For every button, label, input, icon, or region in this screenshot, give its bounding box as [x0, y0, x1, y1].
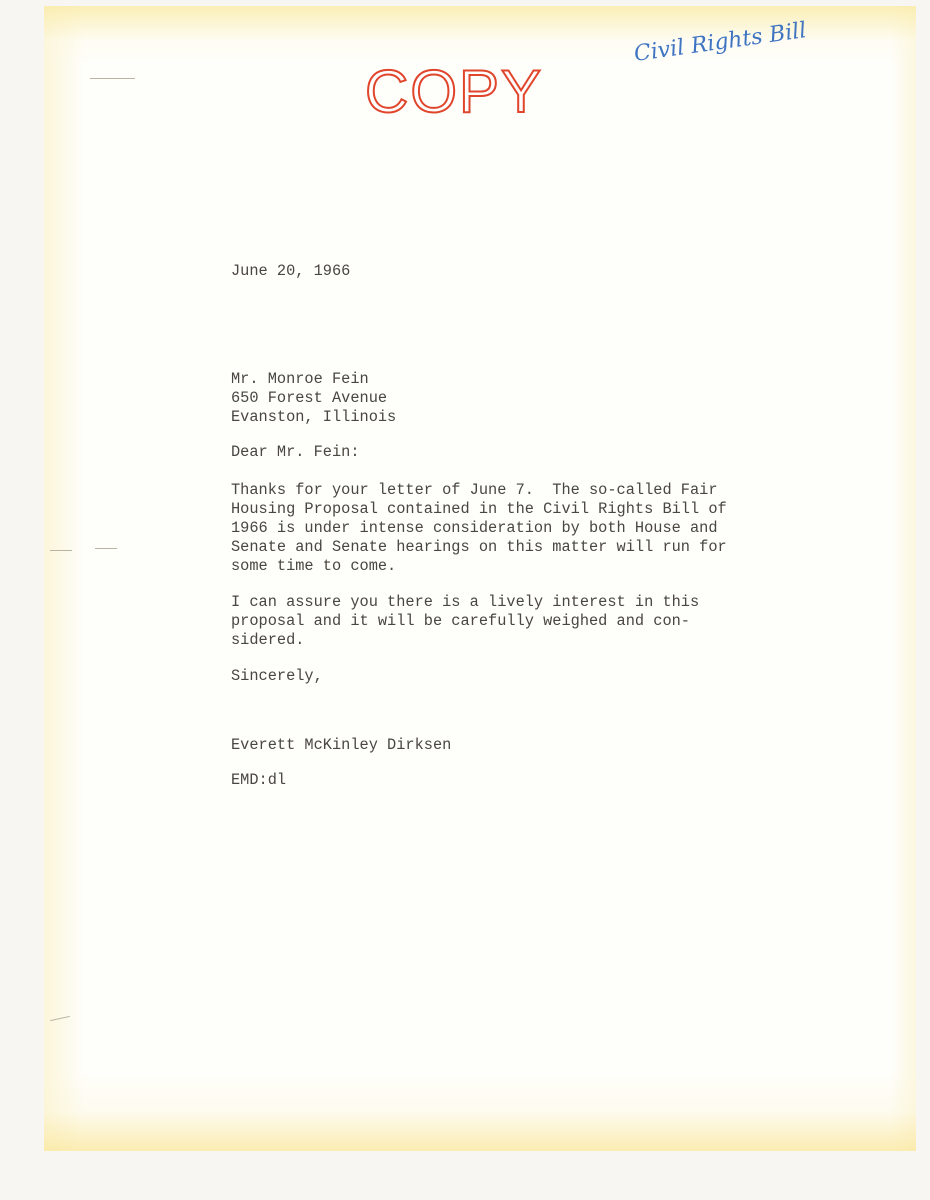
signature-name: Everett McKinley Dirksen — [231, 736, 452, 754]
margin-mark — [95, 548, 117, 549]
margin-mark — [90, 78, 135, 79]
body-line: 1966 is under intense consideration by both House and — [231, 519, 718, 537]
body-line: I can assure you there is a lively interest in this — [231, 593, 700, 611]
body-line: sidered. — [231, 631, 305, 649]
recipient-street: 650 Forest Avenue — [231, 389, 388, 407]
letter-date: June 20, 1966 — [231, 262, 351, 280]
body-line: Senate and Senate hearings on this matter will run for — [231, 538, 727, 556]
salutation: Dear Mr. Fein: — [231, 443, 360, 461]
margin-mark — [50, 550, 72, 551]
recipient-city: Evanston, Illinois — [231, 408, 397, 426]
body-line: Thanks for your letter of June 7. The so-called Fair — [231, 481, 718, 499]
body-line: Housing Proposal contained in the Civil Rights Bill of — [231, 500, 727, 518]
copy-stamp: COPY — [365, 58, 544, 125]
reference-initials: EMD:dl — [231, 771, 287, 789]
closing: Sincerely, — [231, 667, 323, 685]
body-line: proposal and it will be carefully weighed and con- — [231, 612, 690, 630]
recipient-name: Mr. Monroe Fein — [231, 370, 369, 388]
handwritten-note: Civil Rights Bill — [632, 18, 808, 67]
letter-page — [44, 6, 916, 1151]
body-line: some time to come. — [231, 557, 397, 575]
